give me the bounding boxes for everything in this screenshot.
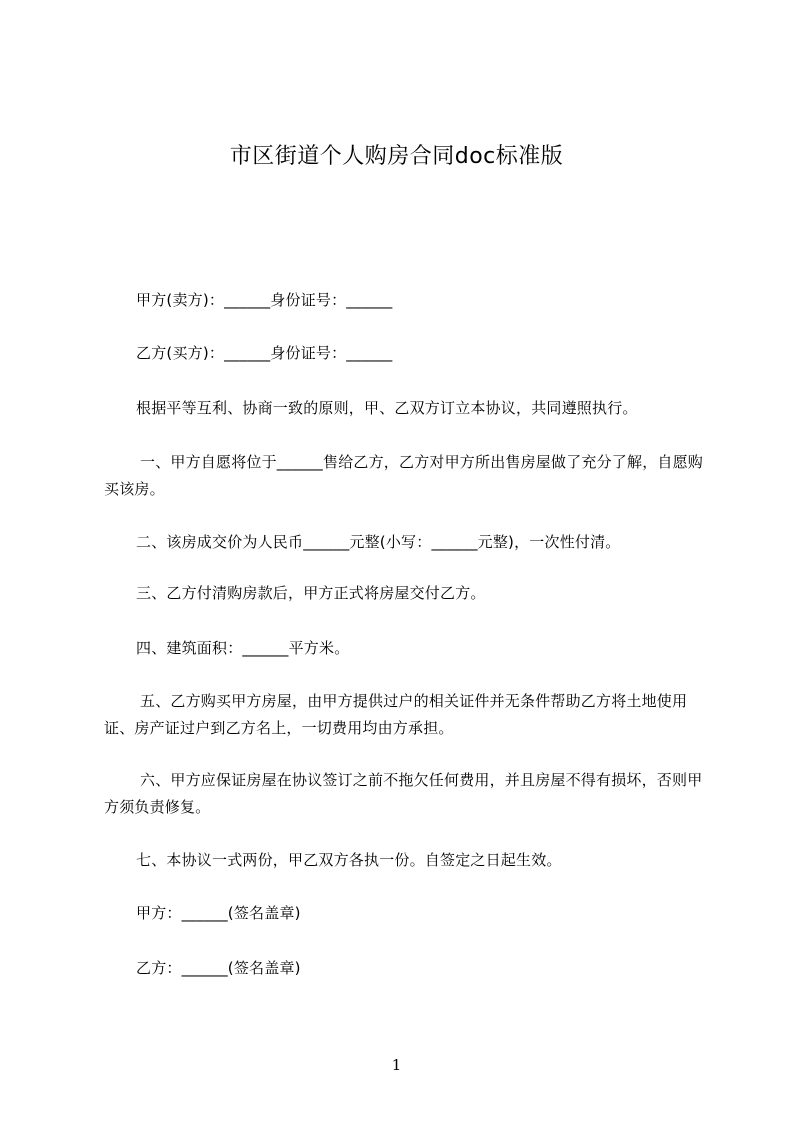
seller-info-line: 甲方(卖方)：______身份证号：______	[136, 291, 393, 309]
buyer-signature-line: 乙方：______(签名盖章)	[136, 959, 301, 977]
seller-signature-line: 甲方：______(签名盖章)	[136, 904, 301, 922]
clause-2-paragraph: 二、该房成交价为人民币______元整(小写：______元整)，一次性付清。	[136, 533, 621, 551]
clause-6-paragraph: 六、甲方应保证房屋在协议签订之前不拖欠任何费用，并且房屋不得有损坏，否则甲方须负责修复。	[104, 771, 703, 816]
buyer-info-line: 乙方(买方)：______身份证号：______	[136, 344, 393, 362]
clause-3-paragraph: 三、乙方付清购房款后，甲方正式将房屋交付乙方。	[136, 584, 486, 602]
clause-7-paragraph: 七、本协议一式两份，甲乙双方各执一份。自签定之日起生效。	[136, 851, 562, 869]
clause-1-paragraph: 一、甲方自愿将位于______售给乙方，乙方对甲方所出售房屋做了充分了解，自愿购买该房。	[104, 453, 704, 498]
preamble-paragraph: 根据平等互利、协商一致的原则，甲、乙双方订立本协议，共同遵照执行。	[136, 399, 638, 417]
page-number: 1	[391, 1056, 402, 1074]
clause-4-paragraph: 四、建筑面积：______平方米。	[136, 639, 350, 657]
clause-5-paragraph: 五、乙方购买甲方房屋，由甲方提供过户的相关证件并无条件帮助乙方将土地使用证、房产证过户到乙方名上，一切费用均由方承担。	[104, 692, 688, 737]
document-title: 市区街道个人购房合同doc标准版	[229, 144, 564, 169]
